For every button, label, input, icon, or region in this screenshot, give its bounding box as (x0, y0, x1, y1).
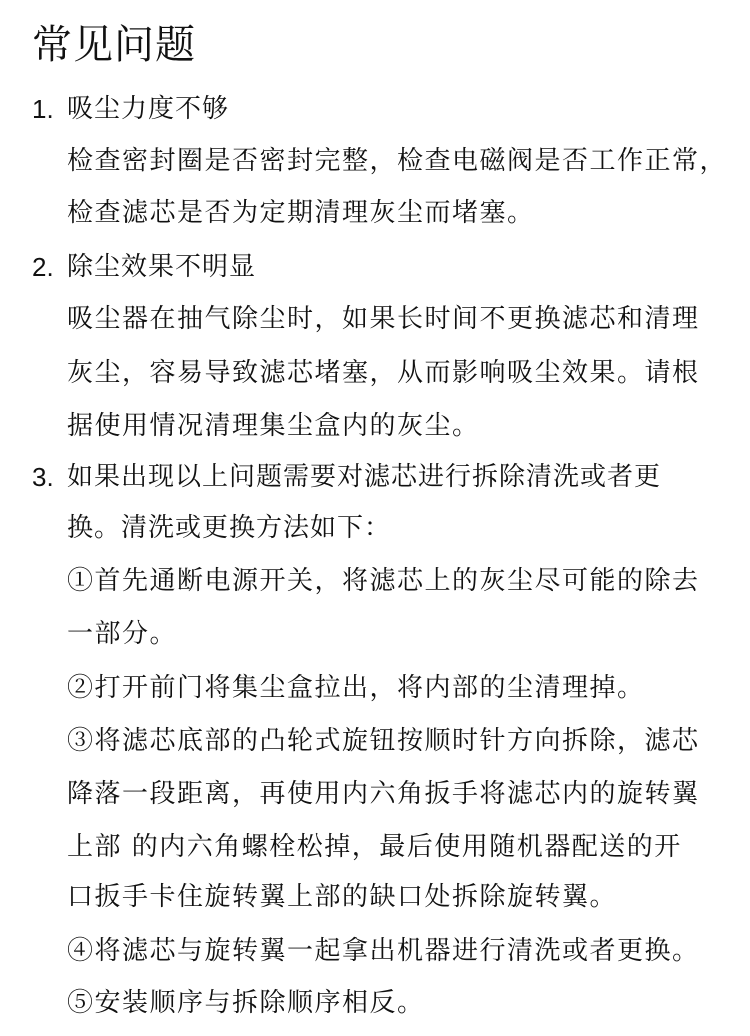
page-title: 常见问题 (32, 22, 196, 68)
faq-2-answer-text: 据使用情况清理集尘盒内的灰尘。 (67, 411, 480, 441)
faq-3-step-text: ⑤安装顺序与拆除顺序相反。 (67, 988, 425, 1018)
faq-3-step-text: ①首先通断电源开关，将滤芯上的灰尘尽可能的除去 (67, 566, 700, 596)
faq-2-answer-text: 灰尘，容易导致滤芯堵塞，从而影响吸尘效果。请根 (67, 358, 700, 388)
faq-2-answer-text: 吸尘器在抽气除尘时，如果长时间不更换滤芯和清理 (67, 304, 700, 334)
faq-3-step-text: ②打开前门将集尘盒拉出，将内部的尘清理掉。 (67, 673, 645, 703)
faq-1-answer-text: 检查滤芯是否为定期清理灰尘而堵塞。 (67, 198, 535, 228)
faq-3-step-text: 一部分。 (67, 619, 178, 649)
faq-3-step-text: 降落一段距离，再使用内六角扳手将滤芯内的旋转翼 (67, 779, 700, 809)
faq-1-number: 1. (32, 94, 54, 124)
faq-2-question: 除尘效果不明显 (67, 252, 257, 282)
faq-2-number: 2. (32, 252, 54, 282)
faq-3-step-text: 口扳手卡住旋转翼上部的缺口处拆除旋转翼。 (67, 882, 618, 912)
faq-1-question: 吸尘力度不够 (67, 94, 230, 124)
faq-3-number: 3. (32, 462, 54, 492)
faq-3-question: 换。清洗或更换方法如下： (67, 513, 392, 543)
faq-3-step-text: ④将滤芯与旋转翼一起拿出机器进行清洗或者更换。 (67, 936, 700, 966)
faq-3-question: 如果出现以上问题需要对滤芯进行拆除清洗或者更 (67, 462, 662, 492)
faq-1-answer-text: 检查密封圈是否密封完整，检查电磁阀是否工作正常， (67, 146, 728, 176)
faq-3-step-text: 上部 的内六角螺栓松掉，最后使用随机器配送的开 (67, 832, 682, 862)
faq-3-step-text: ③将滤芯底部的凸轮式旋钮按顺时针方向拆除，滤芯 (67, 726, 700, 756)
